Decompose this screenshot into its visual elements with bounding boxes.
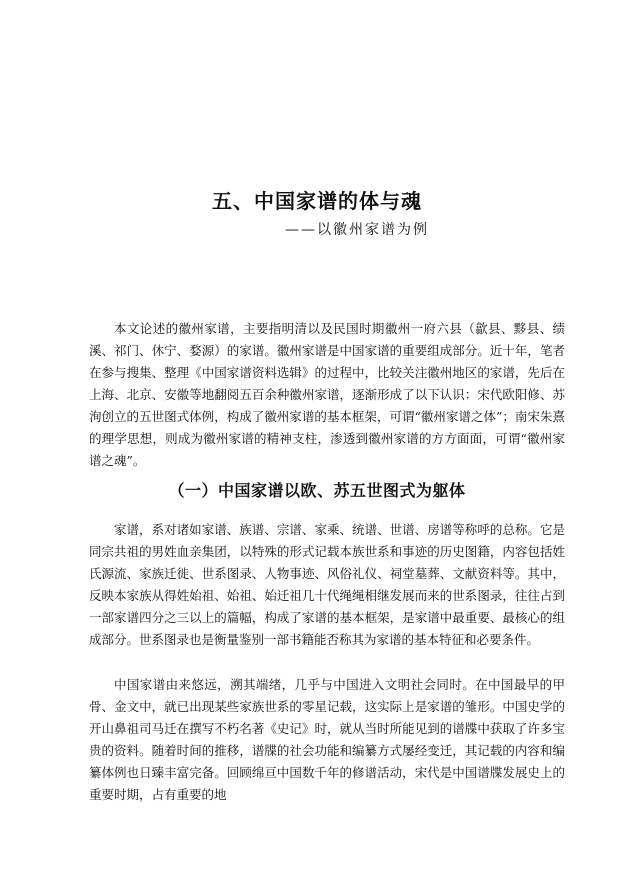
intro-paragraph: 本文论述的徽州家谱，主要指明清以及民国时期徽州一府六县（歙县、黟县、绩溪、祁门、休宁、婺源）的家谱。徽州家谱是中国家谱的重要组成部分。近十年，笔者在参与搜集、整理《中国家谱资料选辑》的过程中，比较关注徽州地区的家谱，先后在上海、北京、安徽等地翻阅五百余种徽州家谱，逐渐形成了以下认识：宋代欧阳修、苏洵创立的五世图式体例，构成了徽州家谱的基本框架，可谓“徽州家谱之体”；南宋朱熹的理学思想，则成为徽州家谱的精神支柱，渗透到徽州家谱的方方面面，可谓“徽州家谱之魂”。: [89, 321, 565, 468]
section-heading: （一）中国家谱以欧、苏五世图式为躯体: [168, 481, 466, 500]
chapter-title: 五、中国家谱的体与魂: [212, 189, 422, 213]
chapter-subtitle: ——以徽州家谱为例: [285, 222, 429, 238]
body-paragraph: 中国家谱由来悠远，溯其端绪，几乎与中国进入文明社会同时。在中国最早的甲骨、金文中，就已出现某些家族世系的零星记载，这实际上是家谱的雏形。中国史学的开山鼻祖司马迁在撰写不朽名著《史记》时，就从当时所能见到的谱牒中获取了许多宝贵的资料。随着时间的推移，谱牒的社会功能和编纂方式屡经变迁，其记载的内容和编纂体例也日臻丰富完备。回顾绵亘中国数千年的修谱活动，宋代是中国谱牒发展史上的重要时期，占有重要的地: [89, 677, 565, 802]
body-paragraph: 家谱，系对诸如家谱、族谱、宗谱、家乘、统谱、世谱、房谱等称呼的总称。它是同宗共祖的男姓血亲集团，以特殊的形式记载本族世系和事迹的历史图籍，内容包括姓氏源流、家族迁徙、世系图录、人物事迹、风俗礼仪、祠堂墓葬、文献资料等。其中，反映本家族从得姓始祖、始祖、始迁祖几十代绳绳相继发展而来的世系图录，往往占到一部家谱四分之三以上的篇幅，构成了家谱的基本框架，是家谱中最重要、最核心的组成部分。世系图录也是衡量鉴别一部书籍能否称其为家谱的基本特征和必要条件。: [89, 522, 565, 647]
